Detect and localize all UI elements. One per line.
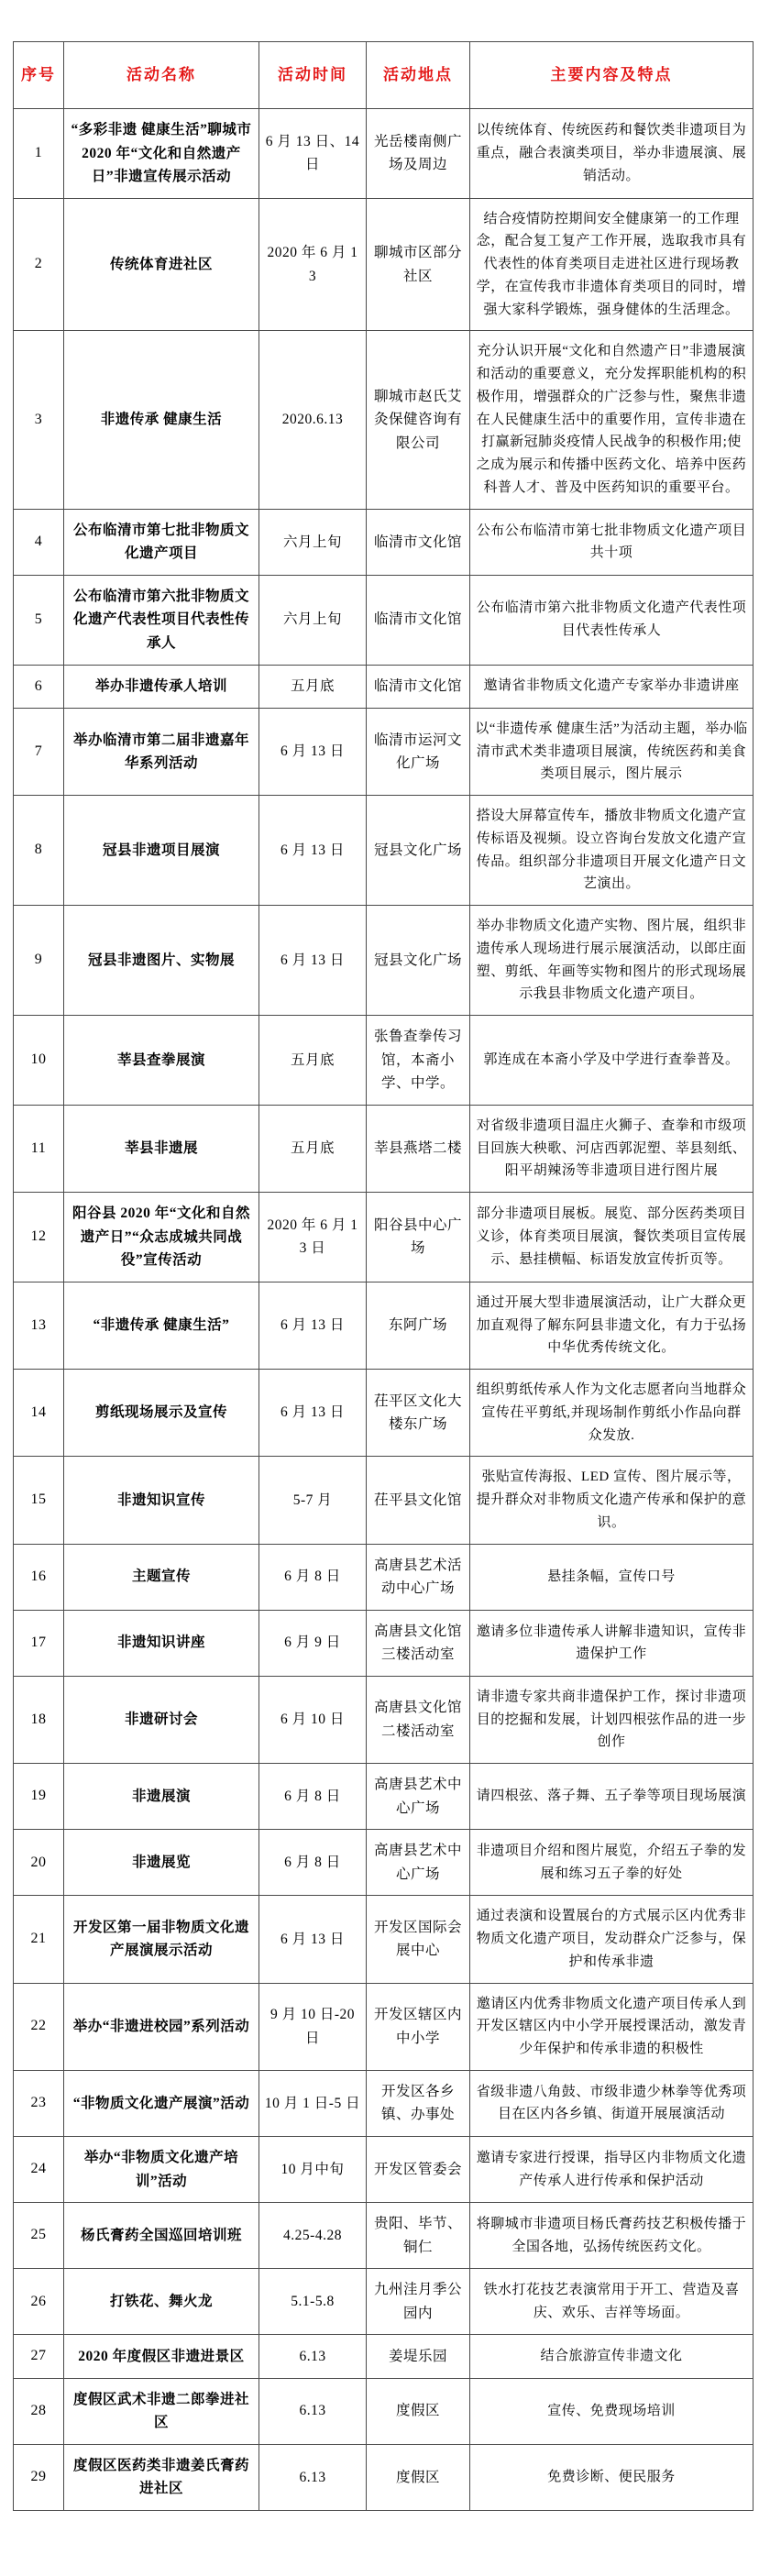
cell-index: 29 <box>14 2444 64 2510</box>
table-row <box>14 1544 754 1610</box>
cell-activity-name: 主题宣传 <box>64 1544 259 1610</box>
cell-activity-name: 公布临清市第六批非物质文化遗产代表性项目代表性传承人 <box>64 575 259 665</box>
table-row <box>14 1457 754 1544</box>
cell-activity-location: 度假区 <box>367 2378 470 2444</box>
table-row <box>14 331 754 509</box>
cell-activity-name: “多彩非遗 健康生活”聊城市 2020 年“文化和自然遗产日”非遗宣传展示活动 <box>64 109 259 199</box>
cell-activity-location: 聊城市赵氏艾灸保健咨询有限公司 <box>367 331 470 509</box>
cell-activity-time: 2020 年 6 月 13 日 <box>259 1193 367 1282</box>
cell-activity-time: 6 月 13 日、14 日 <box>259 109 367 199</box>
table-row <box>14 2070 754 2136</box>
cell-activity-name: 莘县查拳展演 <box>64 1016 259 1106</box>
cell-activity-time: 6 月 13 日 <box>259 1896 367 1983</box>
table-header-row <box>14 42 754 109</box>
cell-activity-time: 五月底 <box>259 1105 367 1192</box>
cell-main-content: 举办非物质文化遗产实物、图片展，组织非遗传承人现场进行展示展演活动，以郎庄面塑、剪纸、年画等实物和图片的形式现场展示我县非物质文化遗产项目。 <box>470 906 754 1016</box>
cell-main-content: 以“非遗传承 健康生活”为活动主题，举办临清市武术类非遗项目展演，传统医药和美食类项目展示，图片展示 <box>470 708 754 795</box>
header-activity-location: 活动地点 <box>367 42 470 109</box>
cell-index: 8 <box>14 796 64 906</box>
cell-activity-time: 6 月 9 日 <box>259 1610 367 1676</box>
cell-index: 26 <box>14 2269 64 2335</box>
cell-activity-name: 杨氏膏药全国巡回培训班 <box>64 2203 259 2269</box>
table-row <box>14 665 754 708</box>
cell-activity-location: 光岳楼南侧广场及周边 <box>367 109 470 199</box>
cell-activity-location: 高唐县文化馆三楼活动室 <box>367 1610 470 1676</box>
cell-activity-time: 5-7 月 <box>259 1457 367 1544</box>
cell-activity-time: 6 月 8 日 <box>259 1830 367 1896</box>
cell-activity-time: 6 月 13 日 <box>259 796 367 906</box>
cell-activity-location: 开发区各乡镇、办事处 <box>367 2070 470 2136</box>
cell-activity-time: 6 月 13 日 <box>259 906 367 1016</box>
table-row <box>14 2444 754 2510</box>
cell-activity-name: 非遗展览 <box>64 1830 259 1896</box>
cell-index: 9 <box>14 906 64 1016</box>
cell-main-content: 宣传、免费现场培训 <box>470 2378 754 2444</box>
cell-activity-time: 6 月 10 日 <box>259 1676 367 1763</box>
cell-activity-location: 高唐县艺术中心广场 <box>367 1830 470 1896</box>
cell-activity-time: 2020.6.13 <box>259 331 367 509</box>
cell-activity-name: 非遗研讨会 <box>64 1676 259 1763</box>
cell-activity-location: 九州洼月季公园内 <box>367 2269 470 2335</box>
cell-main-content: 请非遗专家共商非遗保护工作，探讨非遗项目的挖掘和发展，计划四根弦作品的进一步创作 <box>470 1676 754 1763</box>
cell-index: 3 <box>14 331 64 509</box>
table-row <box>14 1830 754 1896</box>
cell-index: 10 <box>14 1016 64 1106</box>
table-row <box>14 509 754 575</box>
cell-activity-time: 六月上旬 <box>259 509 367 575</box>
cell-index: 19 <box>14 1764 64 1830</box>
cell-index: 4 <box>14 509 64 575</box>
cell-main-content: 以传统体育、传统医药和餐饮类非遗项目为重点，融合表演类项目，举办非遗展演、展销活动。 <box>470 109 754 199</box>
cell-activity-location: 茌平县文化馆 <box>367 1457 470 1544</box>
cell-activity-location: 临清市文化馆 <box>367 665 470 708</box>
cell-index: 18 <box>14 1676 64 1763</box>
cell-activity-time: 6 月 13 日 <box>259 708 367 795</box>
table-row <box>14 796 754 906</box>
cell-main-content: 将聊城市非遗项目杨氏膏药技艺积极传播于全国各地，弘扬传统医药文化。 <box>470 2203 754 2269</box>
cell-index: 15 <box>14 1457 64 1544</box>
cell-activity-location: 高唐县艺术活动中心广场 <box>367 1544 470 1610</box>
cell-main-content: 通过表演和设置展台的方式展示区内优秀非物质文化遗产项目，发动群众广泛参与，保护和传承非遗 <box>470 1896 754 1983</box>
cell-activity-name: 举办“非物质文化遗产培训”活动 <box>64 2136 259 2202</box>
cell-activity-name: 度假区武术非遗二郎拳进社区 <box>64 2378 259 2444</box>
cell-index: 2 <box>14 198 64 331</box>
cell-index: 21 <box>14 1896 64 1983</box>
cell-activity-name: 非遗知识讲座 <box>64 1610 259 1676</box>
cell-activity-time: 4.25-4.28 <box>259 2203 367 2269</box>
cell-index: 11 <box>14 1105 64 1192</box>
cell-activity-name: 非遗传承 健康生活 <box>64 331 259 509</box>
cell-index: 24 <box>14 2136 64 2202</box>
cell-activity-location: 贵阳、毕节、铜仁 <box>367 2203 470 2269</box>
cell-activity-location: 聊城市区部分社区 <box>367 198 470 331</box>
cell-index: 20 <box>14 1830 64 1896</box>
cell-index: 12 <box>14 1193 64 1282</box>
cell-index: 7 <box>14 708 64 795</box>
table-row <box>14 2335 754 2378</box>
cell-main-content: 郭连成在本斋小学及中学进行查拳普及。 <box>470 1016 754 1106</box>
header-activity-name: 活动名称 <box>64 42 259 109</box>
cell-activity-name: 打铁花、舞火龙 <box>64 2269 259 2335</box>
table-row <box>14 1193 754 1282</box>
header-activity-time: 活动时间 <box>259 42 367 109</box>
cell-activity-name: 举办临清市第二届非遗嘉年华系列活动 <box>64 708 259 795</box>
table-row <box>14 1896 754 1983</box>
table-row <box>14 1016 754 1106</box>
cell-activity-name: 2020 年度假区非遗进景区 <box>64 2335 259 2378</box>
cell-activity-name: 冠县非遗图片、实物展 <box>64 906 259 1016</box>
cell-main-content: 部分非遗项目展板。展览、部分医药类项目义诊，体育类项目展演，餐饮类项目宣传展示、悬挂横幅、标语发放宣传折页等。 <box>470 1193 754 1282</box>
cell-index: 22 <box>14 1983 64 2070</box>
cell-activity-location: 张鲁查拳传习馆，本斋小学、中学。 <box>367 1016 470 1106</box>
cell-activity-name: 阳谷县 2020 年“文化和自然遗产日”“众志成城共同战役”宣传活动 <box>64 1193 259 1282</box>
cell-activity-name: 举办非遗传承人培训 <box>64 665 259 708</box>
cell-activity-name: 非遗知识宣传 <box>64 1457 259 1544</box>
cell-main-content: 搭设大屏幕宣传车，播放非物质文化遗产宣传标语及视频。设立咨询台发放文化遗产宣传品。组织部分非遗项目开展文化遗产日文艺演出。 <box>470 796 754 906</box>
cell-activity-name: 剪纸现场展示及宣传 <box>64 1370 259 1457</box>
cell-activity-time: 6.13 <box>259 2335 367 2378</box>
cell-activity-location: 开发区辖区内中小学 <box>367 1983 470 2070</box>
table-row <box>14 708 754 795</box>
cell-main-content: 邀请区内优秀非物质文化遗产项目传承人到开发区辖区内中小学开展授课活动，激发青少年保护和传承非遗的积极性 <box>470 1983 754 2070</box>
cell-activity-time: 5.1-5.8 <box>259 2269 367 2335</box>
cell-main-content: 公布临清市第六批非物质文化遗产代表性项目代表性传承人 <box>470 575 754 665</box>
cell-activity-location: 临清市运河文化广场 <box>367 708 470 795</box>
cell-activity-time: 6 月 13 日 <box>259 1282 367 1369</box>
cell-main-content: 邀请专家进行授课，指导区内非物质文化遗产传承人进行传承和保护活动 <box>470 2136 754 2202</box>
cell-activity-name: 公布临清市第七批非物质文化遗产项目 <box>64 509 259 575</box>
cell-activity-name: 度假区医药类非遗姜氏膏药进社区 <box>64 2444 259 2510</box>
cell-activity-location: 茌平区文化大楼东广场 <box>367 1370 470 1457</box>
table-row <box>14 2269 754 2335</box>
cell-activity-time: 10 月 1 日-5 日 <box>259 2070 367 2136</box>
cell-activity-time: 6 月 8 日 <box>259 1544 367 1610</box>
cell-activity-time: 6.13 <box>259 2378 367 2444</box>
cell-main-content: 邀请省非物质文化遗产专家举办非遗讲座 <box>470 665 754 708</box>
table-row <box>14 1983 754 2070</box>
table-row <box>14 1105 754 1192</box>
events-table <box>13 41 754 2511</box>
cell-index: 14 <box>14 1370 64 1457</box>
header-index: 序号 <box>14 42 64 109</box>
cell-index: 16 <box>14 1544 64 1610</box>
table-row <box>14 906 754 1016</box>
cell-main-content: 组织剪纸传承人作为文化志愿者向当地群众宣传茌平剪纸,并现场制作剪纸小作品向群众发放. <box>470 1370 754 1457</box>
table-row <box>14 109 754 199</box>
cell-activity-name: 开发区第一届非物质文化遗产展演展示活动 <box>64 1896 259 1983</box>
cell-activity-name: 莘县非遗展 <box>64 1105 259 1192</box>
cell-activity-location: 莘县燕塔二楼 <box>367 1105 470 1192</box>
table-row <box>14 2203 754 2269</box>
cell-activity-location: 冠县文化广场 <box>367 796 470 906</box>
cell-index: 1 <box>14 109 64 199</box>
cell-activity-time: 五月底 <box>259 1016 367 1106</box>
table-row <box>14 1610 754 1676</box>
cell-main-content: 免费诊断、便民服务 <box>470 2444 754 2510</box>
cell-index: 17 <box>14 1610 64 1676</box>
cell-activity-time: 10 月中旬 <box>259 2136 367 2202</box>
cell-main-content: 公布公布临清市第七批非物质文化遗产项目共十项 <box>470 509 754 575</box>
cell-activity-name: 冠县非遗项目展演 <box>64 796 259 906</box>
cell-main-content: 对省级非遗项目温庄火狮子、查拳和市级项目回族大秧歌、河店西郭泥塑、莘县刻纸、阳平胡辣汤等非遗项目进行图片展 <box>470 1105 754 1192</box>
cell-main-content: 充分认识开展“文化和自然遗产日”非遗展演和活动的重要意义，充分发挥职能机构的积极作用，增强群众的广泛参与性，聚焦非遗在人民健康生活中的重要作用，宣传非遗在打赢新冠肺炎疫情人民战争的积极作用;使之成为展示和传播中医药文化、培养中医药科普人才、普及中医药知识的重要平台。 <box>470 331 754 509</box>
cell-activity-location: 临清市文化馆 <box>367 509 470 575</box>
table-row <box>14 2378 754 2444</box>
cell-activity-time: 6 月 8 日 <box>259 1764 367 1830</box>
cell-main-content: 省级非遗八角鼓、市级非遗少林拳等优秀项目在区内各乡镇、街道开展展演活动 <box>470 2070 754 2136</box>
table-row <box>14 1370 754 1457</box>
cell-activity-location: 冠县文化广场 <box>367 906 470 1016</box>
cell-activity-time: 六月上旬 <box>259 575 367 665</box>
cell-activity-location: 开发区管委会 <box>367 2136 470 2202</box>
cell-activity-location: 阳谷县中心广场 <box>367 1193 470 1282</box>
cell-main-content: 张贴宣传海报、LED 宣传、图片展示等，提升群众对非物质文化遗产传承和保护的意识。 <box>470 1457 754 1544</box>
cell-activity-location: 高唐县文化馆二楼活动室 <box>367 1676 470 1763</box>
cell-index: 28 <box>14 2378 64 2444</box>
cell-index: 13 <box>14 1282 64 1369</box>
cell-activity-name: 非遗展演 <box>64 1764 259 1830</box>
header-main-content: 主要内容及特点 <box>470 42 754 109</box>
cell-index: 6 <box>14 665 64 708</box>
cell-activity-location: 东阿广场 <box>367 1282 470 1369</box>
cell-activity-location: 临清市文化馆 <box>367 575 470 665</box>
table-row <box>14 1282 754 1369</box>
cell-activity-time: 2020 年 6 月 13 <box>259 198 367 331</box>
cell-index: 25 <box>14 2203 64 2269</box>
table-row <box>14 198 754 331</box>
cell-main-content: 非遗项目介绍和图片展览，介绍五子拳的发展和练习五子拳的好处 <box>470 1830 754 1896</box>
cell-activity-name: “非遗传承 健康生活” <box>64 1282 259 1369</box>
cell-main-content: 结合疫情防控期间安全健康第一的工作理念，配合复工复产工作开展，选取我市具有代表性的体育类项目走进社区进行现场教学，在宣传我市非遗体育类项目的同时，增强大家科学锻炼，强身健体的生活理念。 <box>470 198 754 331</box>
cell-main-content: 铁水打花技艺表演常用于开工、营造及喜庆、欢乐、吉祥等场面。 <box>470 2269 754 2335</box>
cell-activity-name: 举办“非遗进校园”系列活动 <box>64 1983 259 2070</box>
cell-index: 27 <box>14 2335 64 2378</box>
table-row <box>14 2136 754 2202</box>
cell-activity-location: 度假区 <box>367 2444 470 2510</box>
cell-activity-time: 6 月 13 日 <box>259 1370 367 1457</box>
table-row <box>14 575 754 665</box>
cell-index: 5 <box>14 575 64 665</box>
cell-activity-time: 6.13 <box>259 2444 367 2510</box>
cell-activity-location: 姜堤乐园 <box>367 2335 470 2378</box>
cell-activity-time: 9 月 10 日-20 日 <box>259 1983 367 2070</box>
cell-main-content: 通过开展大型非遗展演活动，让广大群众更加直观得了解东阿县非遗文化，有力于弘扬中华优秀传统文化。 <box>470 1282 754 1369</box>
cell-main-content: 悬挂条幅，宣传口号 <box>470 1544 754 1610</box>
cell-activity-location: 开发区国际会展中心 <box>367 1896 470 1983</box>
cell-main-content: 请四根弦、落子舞、五子拳等项目现场展演 <box>470 1764 754 1830</box>
table-row <box>14 1676 754 1763</box>
cell-index: 23 <box>14 2070 64 2136</box>
cell-main-content: 邀请多位非遗传承人讲解非遗知识，宣传非遗保护工作 <box>470 1610 754 1676</box>
cell-activity-name: 传统体育进社区 <box>64 198 259 331</box>
cell-activity-location: 高唐县艺术中心广场 <box>367 1764 470 1830</box>
cell-activity-name: “非物质文化遗产展演”活动 <box>64 2070 259 2136</box>
cell-main-content: 结合旅游宣传非遗文化 <box>470 2335 754 2378</box>
cell-activity-time: 五月底 <box>259 665 367 708</box>
table-row <box>14 1764 754 1830</box>
